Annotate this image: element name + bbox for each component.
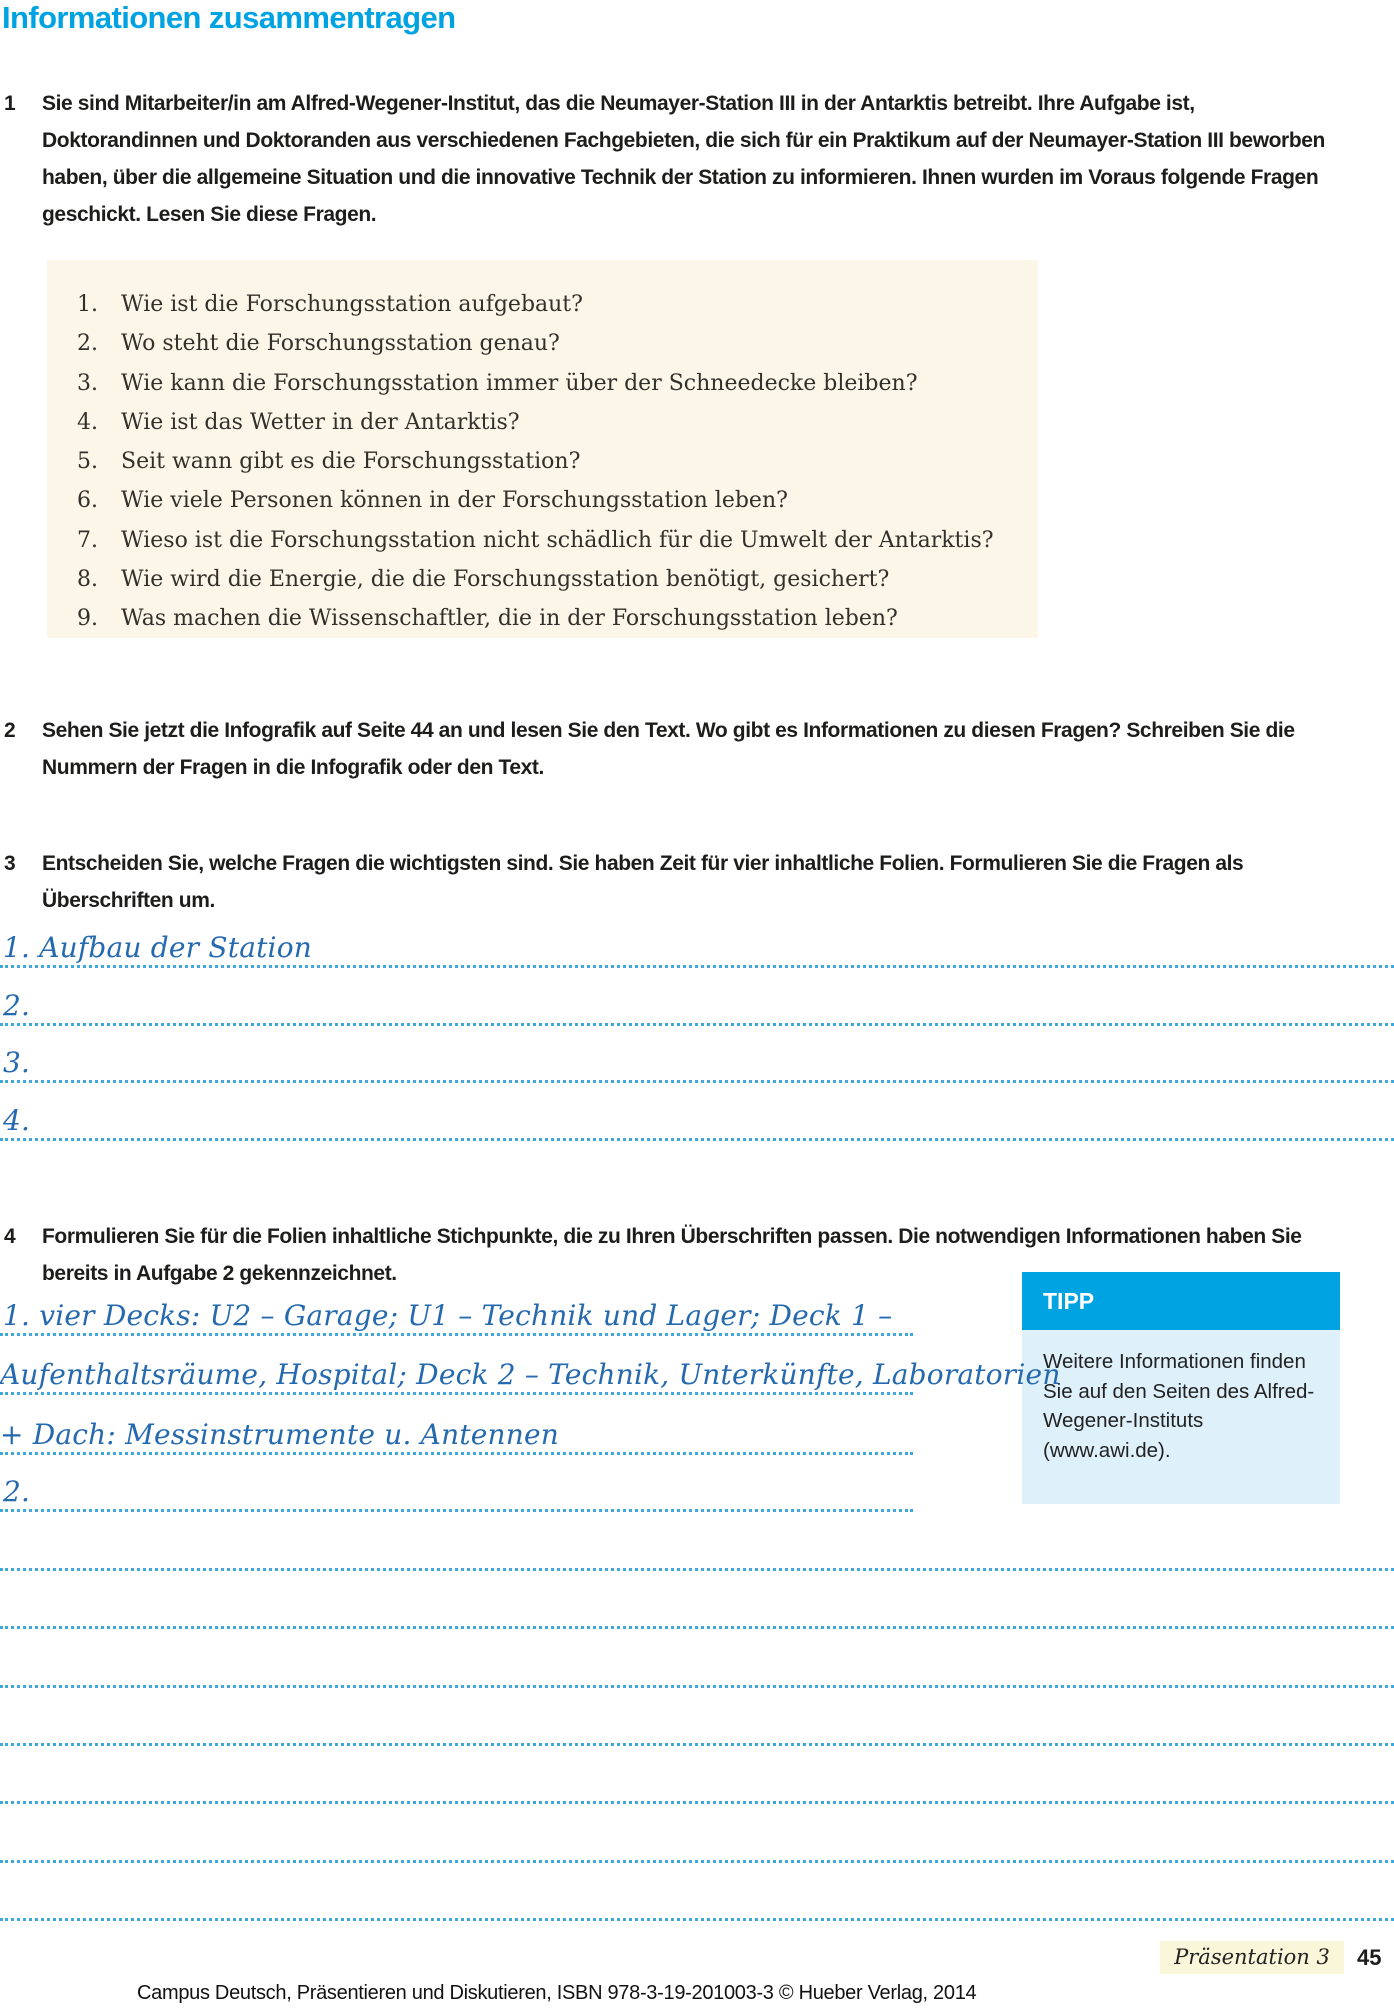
exercise-2 xyxy=(4,712,1352,786)
exercise-2-number: 2 xyxy=(4,719,16,742)
question-number: 4. xyxy=(77,409,98,435)
exercise-2-text: Sehen Sie jetzt die Infografik auf Seite 44 an und lesen Sie den Text. Wo gibt es Informationen zu diesen Fragen? Schreiben Sie die Nummern der Fragen in die Infografik oder den Text. xyxy=(42,719,1295,779)
question-item-7 xyxy=(77,521,1018,560)
exercise-3-number: 3 xyxy=(4,852,16,875)
answer-line-task3-2 xyxy=(0,975,1394,1026)
question-text: Wie kann die Forschungsstation immer über der Schneedecke bleiben? xyxy=(121,370,918,396)
empty-answer-line-6 xyxy=(0,1812,1394,1863)
question-item-9 xyxy=(77,599,1018,638)
empty-answer-line-1 xyxy=(0,1520,1394,1571)
question-item-1 xyxy=(77,285,1018,324)
question-number: 3. xyxy=(77,370,98,396)
question-text: Wie viele Personen können in der Forschungsstation leben? xyxy=(121,488,788,514)
question-text: Was machen die Wissenschaftler, die in der Forschungsstation leben? xyxy=(121,606,898,632)
question-text: Wie ist die Forschungsstation aufgebaut? xyxy=(121,292,583,317)
exercise-3-text: Entscheiden Sie, welche Fragen die wichtigsten sind. Sie haben Zeit für vier inhaltliche Folien. Formulieren Sie die Fragen als Überschriften um. xyxy=(42,852,1244,912)
exercise-1-text: Sie sind Mitarbeiter/in am Alfred-Wegener-Institut, das die Neumayer-Station III in der Antarktis betreibt. Ihre Aufgabe ist, Doktorandinnen und Doktoranden aus verschiedenen Fachgebieten, die sich für ein Praktikum auf der Neumayer-Station III beworben haben, über die allgemeine Situation und die innovative Technik der Station zu informieren. Ihnen wurden im Voraus folgende Fragen geschickt. Lesen Sie diese Fragen. xyxy=(42,92,1325,226)
question-text: Seit wann gibt es die Forschungsstation? xyxy=(121,449,581,475)
tip-box xyxy=(1022,1272,1340,1504)
exercise-3 xyxy=(4,845,1352,919)
answer-line-task4-3 xyxy=(0,1404,913,1455)
handwritten-answer: 2. xyxy=(3,1475,31,1508)
answer-line-task3-4 xyxy=(0,1090,1394,1141)
question-number: 1. xyxy=(77,292,98,317)
answer-line-task4-1 xyxy=(0,1285,913,1336)
exercise-4-number: 4 xyxy=(4,1225,16,1248)
empty-answer-line-4 xyxy=(0,1695,1394,1746)
footer-imprint: Campus Deutsch, Präsentieren und Diskutieren, ISBN 978-3-19-201003-3 © Hueber Verlag, 2014 xyxy=(137,1982,977,2004)
question-item-4 xyxy=(77,403,1018,442)
question-list xyxy=(77,285,1018,639)
question-item-8 xyxy=(77,560,1018,599)
exercise-4-text: Formulieren Sie für die Folien inhaltliche Stichpunkte, die zu Ihren Überschriften passen. Die notwendigen Informationen haben Sie bereits in Aufgabe 2 gekennzeichnet. xyxy=(42,1225,1302,1285)
handwritten-answer: 4. xyxy=(3,1104,31,1137)
answer-line-task3-3 xyxy=(0,1032,1394,1083)
answer-line-task4-2 xyxy=(0,1344,1061,1395)
question-text: Wieso ist die Forschungsstation nicht schädlich für die Umwelt der Antarktis? xyxy=(121,527,994,553)
handwritten-answer: 3. xyxy=(3,1046,31,1079)
question-text: Wie ist das Wetter in der Antarktis? xyxy=(121,409,520,435)
question-number: 9. xyxy=(77,606,98,632)
question-box xyxy=(47,260,1038,638)
exercise-1 xyxy=(4,85,1352,233)
question-item-3 xyxy=(77,364,1018,403)
page-title: Informationen zusammentragen xyxy=(2,0,456,35)
footer-section-label: Präsentation 3 xyxy=(1160,1941,1344,1974)
exercise-1-number: 1 xyxy=(4,92,16,115)
question-number: 8. xyxy=(77,567,98,593)
handwritten-answer: 1. vier Decks: U2 – Garage; U1 – Technik und Lager; Deck 1 – xyxy=(3,1299,893,1332)
question-item-6 xyxy=(77,481,1018,520)
question-number: 2. xyxy=(77,331,98,357)
question-number: 5. xyxy=(77,449,98,475)
handwritten-answer: + Dach: Messinstrumente u. Antennen xyxy=(0,1418,560,1451)
empty-answer-line-2 xyxy=(0,1578,1394,1629)
empty-answer-line-7 xyxy=(0,1870,1394,1921)
question-item-2 xyxy=(77,324,1018,363)
tip-box-text: Weitere Informationen finden Sie auf den Seiten des Alfred-Wegener-Instituts (www.awi.de). xyxy=(1022,1330,1340,1504)
empty-answer-line-5 xyxy=(0,1753,1394,1804)
question-item-5 xyxy=(77,442,1018,481)
tip-box-header: TIPP xyxy=(1022,1272,1340,1330)
answer-line-task3-1 xyxy=(0,917,1394,968)
answer-line-task4-4 xyxy=(0,1461,913,1512)
question-text: Wie wird die Energie, die die Forschungsstation benötigt, gesichert? xyxy=(121,567,890,593)
handwritten-answer: Aufenthaltsräume, Hospital; Deck 2 – Technik, Unterkünfte, Laboratorien xyxy=(0,1358,1061,1391)
question-number: 6. xyxy=(77,488,98,514)
handwritten-answer: 1. Aufbau der Station xyxy=(3,931,312,964)
footer-page-number: 45 xyxy=(1357,1945,1382,1970)
question-text: Wo steht die Forschungsstation genau? xyxy=(121,331,560,357)
question-number: 7. xyxy=(77,527,98,553)
empty-answer-line-3 xyxy=(0,1637,1394,1688)
handwritten-answer: 2. xyxy=(3,989,31,1022)
